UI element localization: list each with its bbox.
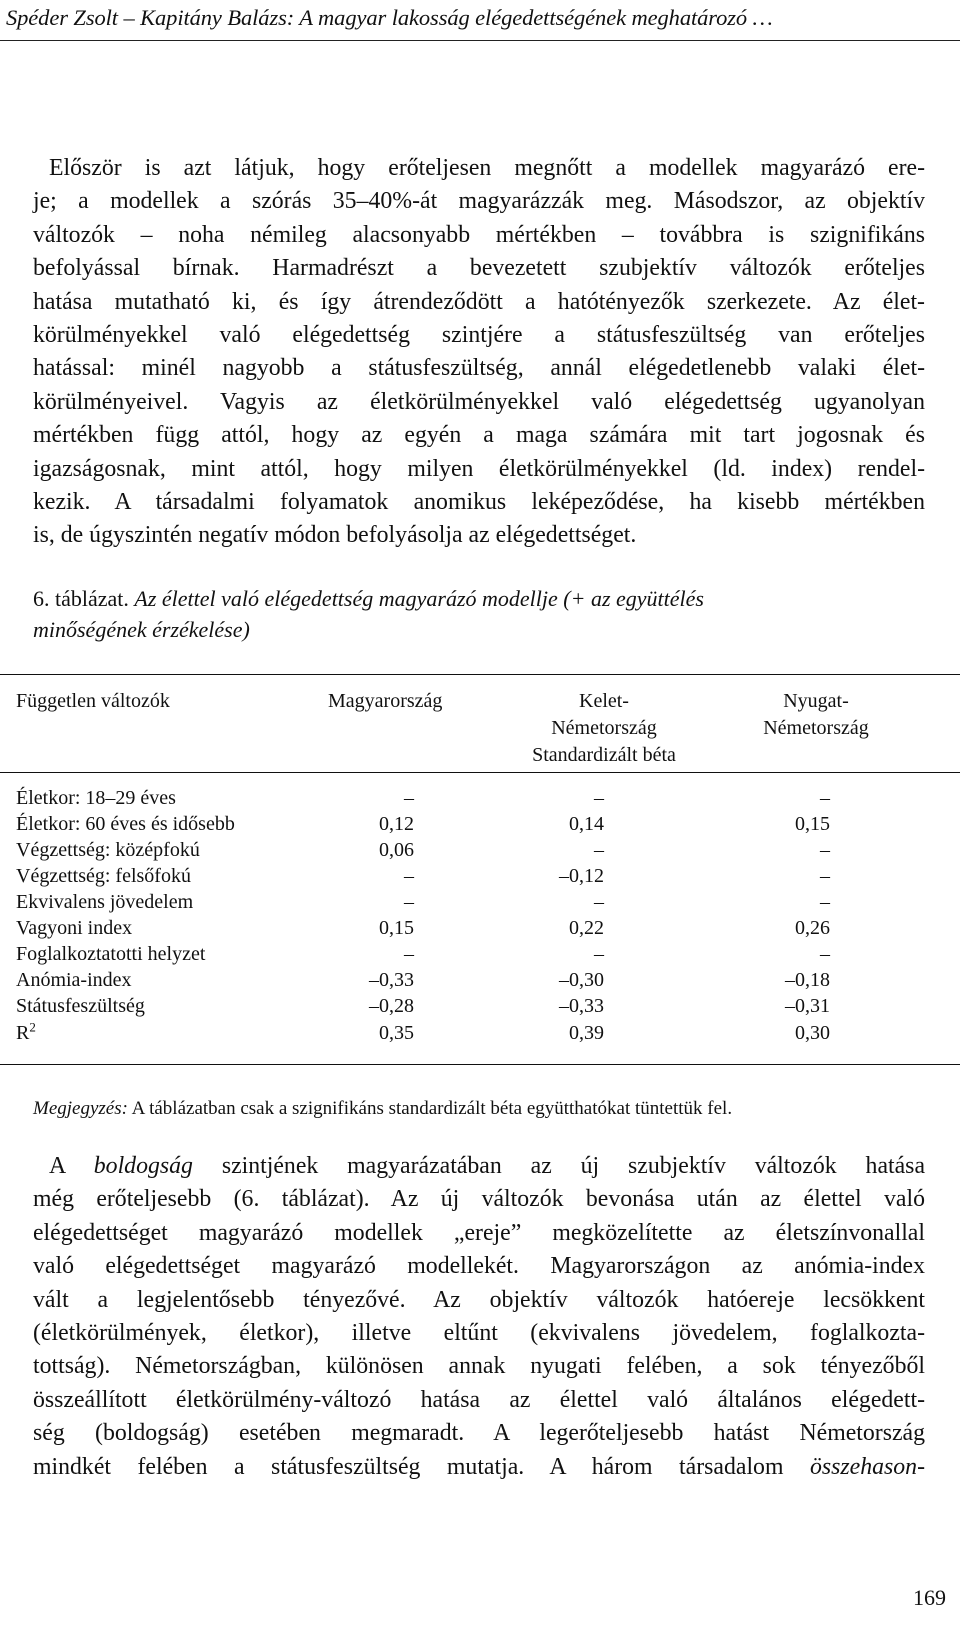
header-standardized-beta: Standardizált béta xyxy=(532,744,676,766)
note-text: A táblázatban csak a szignifikáns standardizált béta együtthatókat tüntettük fel. xyxy=(127,1098,733,1119)
text-line: mértékben függ attól, hogy az egyén a maga számára mit tart jogosnak és xyxy=(33,422,925,449)
row-label: Életkor: 60 éves és idősebb xyxy=(16,813,235,835)
page-number: 169 xyxy=(913,1585,946,1610)
header-east-germany-line-2: Németország xyxy=(551,717,657,739)
text-line: befolyással bírnak. Harmadrészt a bevezetett szubjektív változók erőteljes xyxy=(33,255,925,282)
text-line: való elégedettséget magyarázó modellekét. Magyarországon az anómia-index xyxy=(33,1253,925,1280)
cell-hungary: –0,28 xyxy=(369,995,414,1017)
row-label-r-squared xyxy=(16,1020,36,1046)
table-row xyxy=(16,993,960,1019)
cell-east-germany: 0,14 xyxy=(569,813,604,835)
cell-east-germany: 0,22 xyxy=(569,917,604,939)
cell-east-germany: – xyxy=(594,787,604,809)
text-line: vált a legjelentősebb tényezővé. Az objektív változók hatóereje lecsökkent xyxy=(33,1286,925,1313)
cell-west-germany: 0,15 xyxy=(795,813,830,835)
cell-hungary: 0,12 xyxy=(379,813,414,835)
cell-hungary: – xyxy=(404,943,414,965)
superscript-2: 2 xyxy=(29,1019,36,1035)
text-line: (életkörülmények, életkor), illetve eltűnt (ekvivalens jövedelem, foglalkozta- xyxy=(33,1319,925,1346)
table-row xyxy=(16,889,960,915)
header-west-germany xyxy=(736,688,896,742)
text-line: összeállított életkörülmény-változó hatása az élettel való általános elégedett- xyxy=(33,1386,925,1413)
text-run: mindkét felében a státusfeszültség mutatja. A három társadalom xyxy=(33,1453,810,1480)
note-label: Megjegyzés: xyxy=(33,1098,128,1119)
table-row xyxy=(16,915,960,941)
header-hungary: Magyarország xyxy=(328,690,443,712)
header-independent-variables: Független változók xyxy=(16,690,170,712)
text-run: A xyxy=(49,1153,94,1179)
header-west-germany-line-2: Németország xyxy=(763,717,869,739)
body-paragraph-1 xyxy=(33,152,925,553)
text-line: hatással: minél nagyobb a státusfeszültség, annál elégedetlenebb valaki élet- xyxy=(33,355,925,382)
text-line: még erőteljesebb (6. táblázat). Az új változók bevonása után az élettel való xyxy=(33,1186,925,1213)
cell-east-germany: –0,30 xyxy=(559,969,604,991)
text-line: is, de úgyszintén negatív módon befolyásolja az elégedettséget. xyxy=(33,522,637,549)
table-caption xyxy=(33,583,925,645)
row-label: Végzettség: középfokú xyxy=(16,839,200,861)
table-label: 6. táblázat. xyxy=(33,586,129,611)
table-note xyxy=(33,1096,732,1122)
row-label: Anómia-index xyxy=(16,969,132,991)
cell-east-germany: – xyxy=(594,839,604,861)
table-bottom-rule xyxy=(0,1064,960,1065)
header-east-germany-line-1: Kelet- xyxy=(579,690,629,712)
cell-west-germany: – xyxy=(820,943,830,965)
text-line-with-italic xyxy=(33,1451,925,1484)
cell-hungary: –0,33 xyxy=(369,969,414,991)
text-line: körülményekkel való elégedettség szintjére a státusfeszültség van erőteljes xyxy=(33,321,925,348)
cell-west-germany: – xyxy=(820,839,830,861)
text-line: igazságosnak, mint attól, hogy milyen életkörülményekkel (ld. index) rendel- xyxy=(33,455,925,482)
cell-east-germany: – xyxy=(594,943,604,965)
cell-hungary: 0,15 xyxy=(379,917,414,939)
cell-west-germany: –0,31 xyxy=(785,995,830,1017)
table-row xyxy=(16,941,960,967)
text-line: elégedettséget magyarázó modellek „ereje” megközelítette az életszínvonallal xyxy=(33,1219,925,1246)
row-label: Életkor: 18–29 éves xyxy=(16,787,176,809)
table-title-line-2: minőségének érzékelése) xyxy=(33,617,250,642)
r-symbol: R xyxy=(16,1022,30,1044)
table-row xyxy=(16,967,960,993)
text-line: körülményeivel. Vagyis az életkörülményekkel való elégedettség ugyanolyan xyxy=(33,388,925,415)
header-east-germany xyxy=(504,688,704,769)
running-title: Spéder Zsolt – Kapitány Balázs: A magyar lakosság elégedettségének meghatározó … xyxy=(6,5,773,30)
italic-term-boldogsag: boldogság xyxy=(93,1153,193,1179)
cell-east-germany: – xyxy=(594,891,604,913)
cell-west-germany: 0,26 xyxy=(795,917,830,939)
row-label: Végzettség: felsőfokú xyxy=(16,865,191,887)
cell-hungary: – xyxy=(404,891,414,913)
text-line: Először is azt látjuk, hogy erőteljesen megnőtt a modellek magyarázó ere- xyxy=(49,155,925,181)
cell-west-germany: 0,30 xyxy=(795,1022,830,1044)
cell-hungary: 0,35 xyxy=(379,1022,414,1044)
text-line: je; a modellek a szórás 35–40%-át magyarázzák meg. Másodszor, az objektív xyxy=(33,188,925,215)
text-line: kezik. A társadalmi folyamatok anomikus leképeződése, ha kisebb mértékben xyxy=(33,488,925,515)
cell-west-germany: – xyxy=(820,787,830,809)
cell-west-germany: –0,18 xyxy=(785,969,830,991)
row-label: Státusfeszültség xyxy=(16,995,145,1017)
cell-west-germany: – xyxy=(820,891,830,913)
text-run: szintjének magyarázatában az új szubjektív változók hatása xyxy=(192,1153,926,1179)
header-west-germany-line-1: Nyugat- xyxy=(783,690,849,712)
cell-hungary: – xyxy=(404,787,414,809)
text-line: hatása mutatható ki, és így átrendeződött a hatótényezők szerkezete. Az élet- xyxy=(33,288,925,315)
row-label: Vagyoni index xyxy=(16,917,133,939)
cell-hungary: – xyxy=(404,865,414,887)
row-label: Ekvivalens jövedelem xyxy=(16,891,194,913)
text-line-with-italic xyxy=(33,1150,925,1183)
table-row xyxy=(16,863,960,889)
text-line: ség (boldogság) esetében megmaradt. A legerőteljesebb hatást Németország xyxy=(33,1420,925,1447)
italic-term-osszehason: összehason- xyxy=(809,1453,925,1480)
cell-east-germany: –0,12 xyxy=(559,865,604,887)
cell-east-germany: –0,33 xyxy=(559,995,604,1017)
cell-west-germany: – xyxy=(820,865,830,887)
cell-hungary: 0,06 xyxy=(379,839,414,861)
table-row xyxy=(16,811,960,837)
row-label: Foglalkoztatotti helyzet xyxy=(16,943,206,965)
table-row xyxy=(16,1020,960,1046)
text-line: változók – noha némileg alacsonyabb mértékben – továbbra is szignifikáns xyxy=(33,221,925,248)
running-header xyxy=(0,0,960,41)
body-paragraph-2 xyxy=(33,1150,925,1484)
text-line: tottság). Németországban, különösen annak nyugati felében, a sok tényezőből xyxy=(33,1353,925,1380)
table-header-rule xyxy=(0,772,960,773)
table-row xyxy=(16,785,960,811)
table-title-line-1: Az élettel való elégedettség magyarázó modellje (+ az együttélés xyxy=(134,586,704,611)
table-row xyxy=(16,837,960,863)
cell-east-germany: 0,39 xyxy=(569,1022,604,1044)
table-top-rule xyxy=(0,674,960,675)
